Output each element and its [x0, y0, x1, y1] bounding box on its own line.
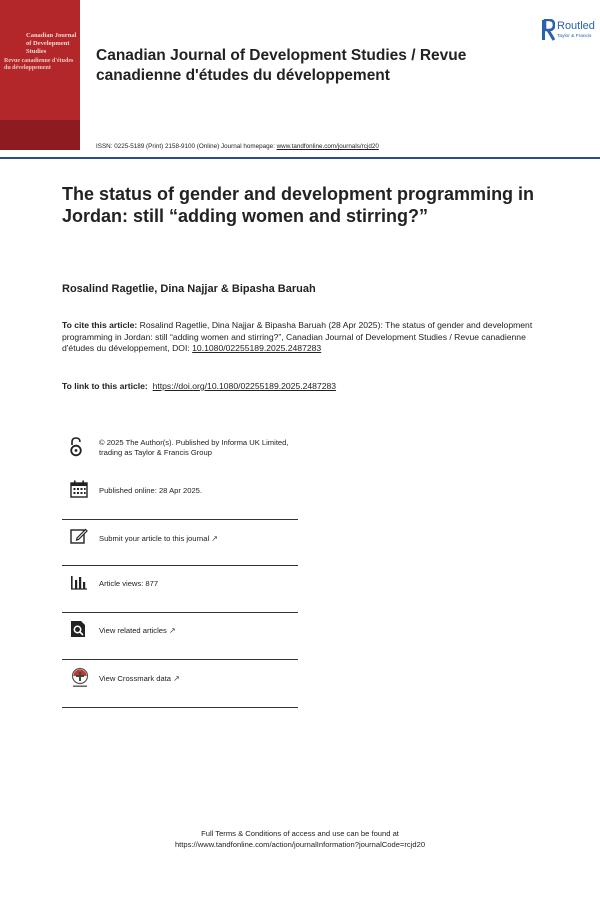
open-access-row — [62, 437, 298, 475]
bar-chart-icon — [70, 574, 88, 590]
crossmark-link[interactable]: View Crossmark data — [99, 674, 172, 683]
article-title: The status of gender and development programming in Jordan: still “adding women and stirring?” — [62, 184, 535, 226]
external-link-icon: ↗ — [211, 534, 218, 543]
cite-text: Rosalind Ragetlie, Dina Najjar & Bipasha Baruah (28 Apr 2025): The status of gender and development programming in Jordan: still “adding women and stirring?”, Canadian Journal of Development Studies / Revue canadienne d'études du développement, DOI: — [62, 320, 533, 354]
publisher-logo[interactable] — [539, 18, 600, 44]
crossmark-icon — [70, 667, 90, 689]
cite-label: To cite this article: — [62, 320, 138, 330]
footer — [0, 828, 600, 850]
open-access-text: © 2025 The Author(s). Published by Informa UK Limited, trading as Taylor & Francis Group — [99, 438, 289, 457]
article-views-row — [62, 574, 298, 598]
edit-icon — [70, 527, 88, 545]
info-divider — [62, 659, 298, 660]
cover-title: Canadian Journal of Development Studies — [26, 32, 77, 55]
journal-homepage-link[interactable]: www.tandfonline.com/journals/rcjd20 — [276, 143, 379, 150]
info-divider — [62, 612, 298, 613]
calendar-icon — [70, 480, 88, 498]
submit-article-link[interactable]: Submit your article to this journal — [99, 534, 210, 543]
article-views: Article views: 877 — [99, 579, 159, 588]
journal-cover-image — [0, 0, 80, 150]
cover-subtitle: Revue canadienne d'études du développement — [4, 58, 74, 71]
header-divider — [0, 157, 600, 159]
related-articles-link[interactable]: View related articles — [99, 626, 167, 635]
article-doi-link[interactable]: https://doi.org/10.1080/02255189.2025.2487283 — [152, 381, 337, 391]
publisher-name: Routled — [557, 20, 595, 32]
external-link-icon: ↗ — [168, 626, 176, 635]
article-link-line — [62, 381, 336, 391]
article-authors: Rosalind Ragetlie, Dina Najjar & Bipasha Baruah — [62, 283, 316, 295]
footer-terms-link[interactable]: https://www.tandfonline.com/action/journalInformation?journalCode=rcjd20 — [174, 840, 426, 849]
citation-block — [62, 320, 542, 355]
crossmark-row[interactable] — [62, 667, 298, 693]
issn-text: ISSN: 0225-5189 (Print) 2158-9100 (Online) Journal homepage: — [96, 143, 277, 150]
external-link-icon: ↗ — [173, 674, 180, 683]
cite-doi-link[interactable]: 10.1080/02255189.2025.2487283 — [192, 343, 322, 354]
open-access-icon — [70, 437, 82, 457]
cover-band — [0, 120, 80, 150]
published-date: Published online: 28 Apr 2025. — [99, 486, 203, 495]
info-divider — [62, 707, 298, 708]
info-divider — [62, 519, 298, 520]
related-articles-row[interactable] — [62, 620, 298, 644]
routledge-r-icon — [541, 19, 555, 41]
published-row — [62, 480, 298, 504]
link-label: To link to this article: — [62, 381, 148, 391]
info-divider — [62, 565, 298, 566]
publisher-subname: Taylor & Francis — [557, 34, 592, 39]
footer-terms: Full Terms & Conditions of access and use can be found at — [201, 829, 399, 838]
search-document-icon — [70, 620, 88, 638]
journal-title: Canadian Journal of Development Studies / Revue canadienne d'études du développement — [96, 47, 467, 84]
issn-line — [96, 143, 379, 150]
submit-article-row[interactable] — [62, 527, 298, 551]
